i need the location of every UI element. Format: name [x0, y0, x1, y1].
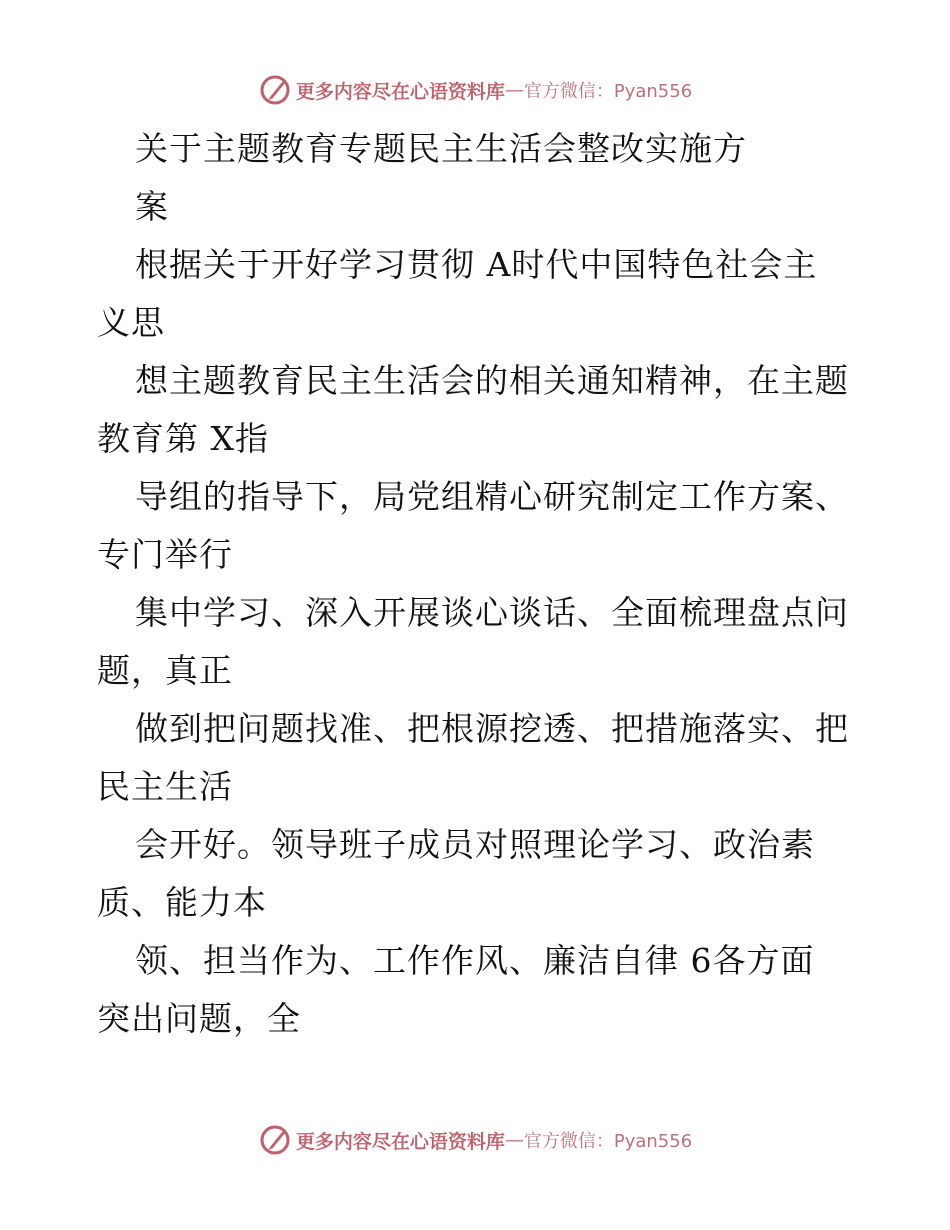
document-line: 会开好。领导班子成员对照理论学习、政治素	[135, 825, 815, 864]
document-line: 根据关于开好学习贯彻 A时代中国特色社会主	[135, 245, 818, 284]
document-line: 想主题教育民主生活会的相关通知精神，在主题	[135, 361, 849, 400]
document-line: 民主生活	[97, 767, 233, 806]
document-line: 教育第 X指	[97, 419, 269, 458]
header-banner	[0, 70, 950, 110]
document-body	[97, 120, 867, 1048]
document-line: 关于主题教育专题民主生活会整改实施方	[135, 129, 747, 168]
footer-banner	[0, 1120, 950, 1160]
quill-pen-logo-icon	[258, 1123, 292, 1157]
header-banner-wechat-text: 官方微信：Pyan556	[523, 81, 693, 102]
footer-banner-separator: —	[504, 1129, 524, 1151]
header-banner-separator: —	[504, 79, 524, 101]
document-line: 案	[135, 187, 169, 226]
document-line: 做到把问题找准、把根源挖透、把措施落实、把	[135, 709, 849, 748]
document-line: 领、担当作为、工作作风、廉洁自律 6各方面	[135, 941, 815, 980]
document-line: 集中学习、深入开展谈心谈话、全面梳理盘点问	[135, 593, 849, 632]
document-line: 专门举行	[97, 535, 233, 574]
header-banner-main-text: 更多内容尽在心语资料库	[295, 80, 505, 103]
footer-banner-wechat-text: 官方微信：Pyan556	[523, 1131, 693, 1152]
footer-banner-main-text: 更多内容尽在心语资料库	[295, 1130, 505, 1153]
document-line: 突出问题，全	[97, 999, 301, 1038]
document-line: 导组的指导下，局党组精心研究制定工作方案、	[135, 477, 849, 516]
document-line: 义思	[97, 303, 165, 342]
document-line: 质、能力本	[97, 883, 267, 922]
quill-pen-logo-icon	[258, 73, 292, 107]
document-line: 题，真正	[97, 651, 233, 690]
